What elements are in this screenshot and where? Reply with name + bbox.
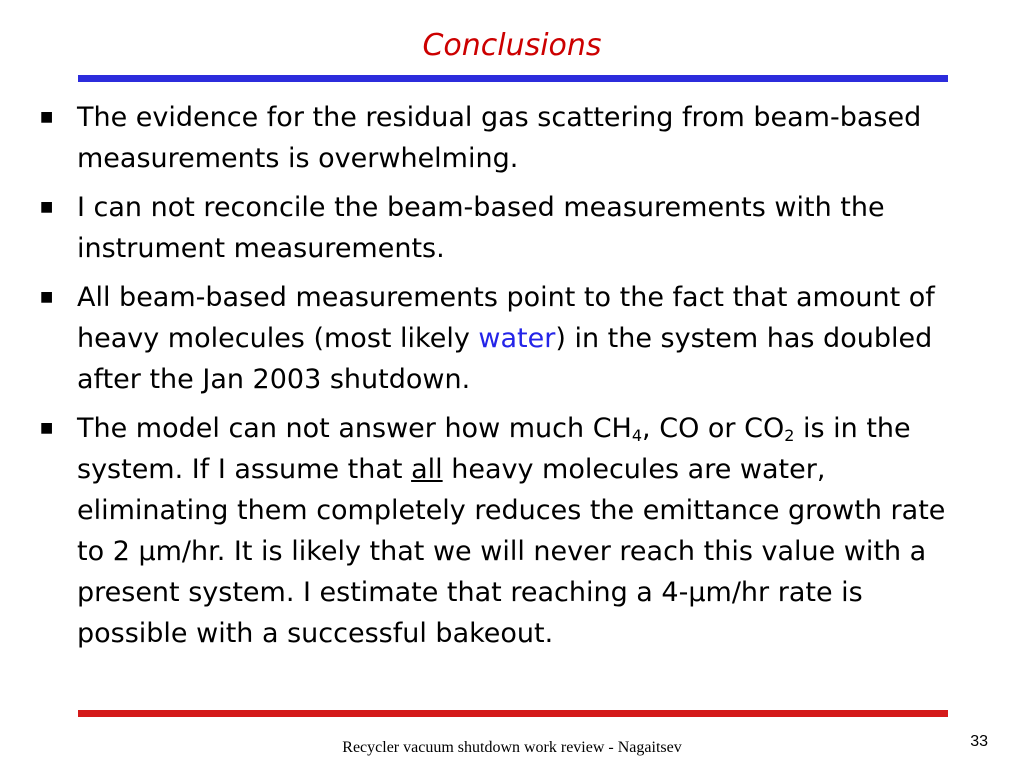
bullet-text: I can not reconcile the beam-based measurements with the instrument measurements. — [77, 192, 885, 264]
bullet-list — [38, 97, 968, 662]
slide-footer: Recycler vacuum shutdown work review - Nagaitsev — [342, 739, 682, 756]
bullet-text-part: , CO or CO — [642, 413, 785, 444]
square-bullet-icon: ■ — [40, 420, 54, 436]
subscript-4: 4 — [631, 426, 643, 445]
bullet-text-end: ) in the system has doubled after the Jan 2003 shutdown. — [77, 323, 933, 395]
top-divider — [78, 75, 948, 82]
square-bullet-icon: ■ — [40, 289, 54, 305]
bullet-item — [38, 277, 968, 400]
bullet-item — [38, 97, 968, 179]
square-bullet-icon: ■ — [40, 109, 54, 125]
bullet-text-part: heavy molecules are water, eliminating them completely reduces the emittance growth rate to 2 μm/hr. It is likely that we will never reach this value with a present system. I estimate that reaching a 4-μm/hr rate is possible with a successful bakeout. — [77, 454, 946, 649]
bullet-text-part: The model can not answer how much CH — [77, 413, 632, 444]
underlined-word-all: all — [411, 454, 443, 485]
bullet-text-part: is in the system. If I assume that — [77, 413, 911, 485]
page-number: 33 — [970, 733, 988, 750]
bullet-text-start: All beam-based measurements point to the fact that amount of heavy molecules (most likely — [77, 282, 935, 354]
bullet-text: The evidence for the residual gas scattering from beam-based measurements is overwhelming. — [77, 102, 922, 174]
slide-title: Conclusions — [422, 28, 602, 63]
highlighted-word-water: water — [478, 323, 556, 354]
bottom-divider — [78, 710, 948, 717]
subscript-2: 2 — [784, 426, 795, 445]
bullet-item — [38, 187, 968, 269]
bullet-item — [38, 408, 968, 654]
square-bullet-icon: ■ — [40, 199, 54, 215]
